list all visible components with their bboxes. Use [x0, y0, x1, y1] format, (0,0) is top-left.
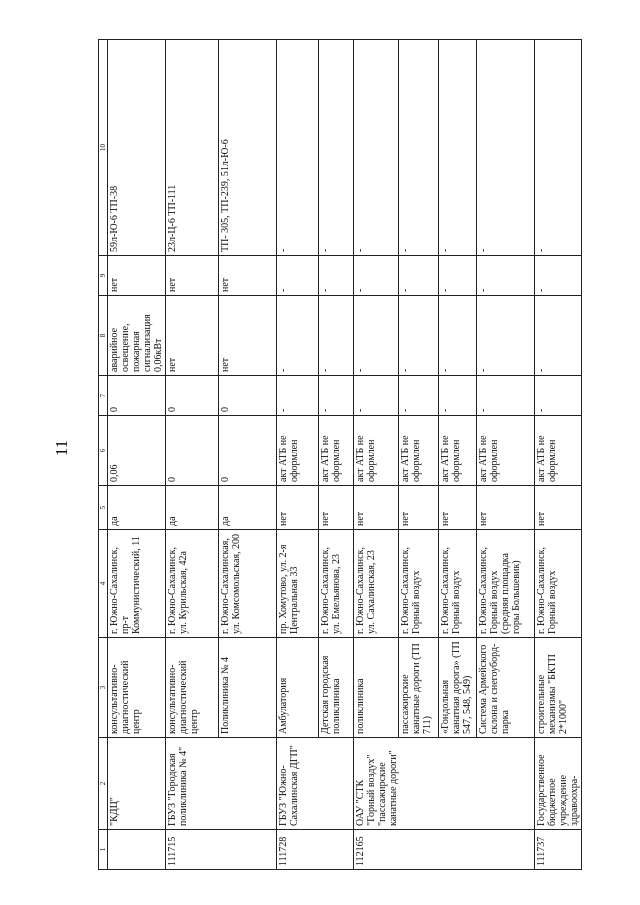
cell-c5: нет: [535, 486, 582, 530]
cell-c8: -: [277, 296, 319, 376]
cell-c7: -: [319, 376, 354, 416]
cell-address: г. Южно-Сахалинск, Горный воздух (средняя площадка горы Большевик): [477, 530, 535, 638]
cell-c9: нет: [166, 256, 219, 296]
cell-c5: нет: [277, 486, 319, 530]
cell-address: г. Южно-Сахалинск, ул. Емельянова, 23: [319, 530, 354, 638]
cell-c10: 59л-Ю-6 ТП-38: [108, 40, 166, 256]
cell-object: консультативно-диагностический центр: [108, 638, 166, 738]
cell-c6: акт АТБ не оформлен: [477, 416, 535, 486]
cell-id: 111737: [535, 830, 582, 870]
cell-c6: 0: [219, 416, 277, 486]
cell-object: Поликлиника № 4: [219, 638, 277, 738]
cell-c6: 0,06: [108, 416, 166, 486]
cell-c10: -: [399, 40, 439, 256]
cell-id: [108, 830, 166, 870]
cell-c10: -: [277, 40, 319, 256]
cell-c8: -: [319, 296, 354, 376]
cell-c9: -: [535, 256, 582, 296]
cell-organization: ОАУ "СТК "Горный воздух" "пассажирские канатные дороги": [354, 738, 535, 830]
cell-c5: да: [166, 486, 219, 530]
cell-organization: ГБУЗ "Южно-Сахалинская ДГП": [277, 738, 354, 830]
cell-c10: 23л-Ц-6 ТП-111: [166, 40, 219, 256]
table-row: [108, 40, 166, 870]
cell-c8: -: [535, 296, 582, 376]
cell-c8: -: [477, 296, 535, 376]
cell-c9: нет: [108, 256, 166, 296]
cell-address: г. Южно-Сахалинск, ул. Сахалинская, 23: [354, 530, 399, 638]
cell-c5: да: [219, 486, 277, 530]
col-num-10: 10: [99, 40, 108, 256]
cell-c7: 0: [166, 376, 219, 416]
cell-c7: 0: [219, 376, 277, 416]
cell-c7: -: [439, 376, 477, 416]
col-num-7: 7: [99, 376, 108, 416]
cell-c9: нет: [219, 256, 277, 296]
cell-address: г. Южно-Сахалинск, ул. Курильская, 42а: [166, 530, 219, 638]
column-number-row: [99, 40, 108, 870]
col-num-6: 6: [99, 416, 108, 486]
cell-c10: -: [477, 40, 535, 256]
cell-c10: -: [535, 40, 582, 256]
cell-c7: -: [277, 376, 319, 416]
cell-object: консультативно-диагностический центр: [166, 638, 219, 738]
cell-address: г. Южно-Сахалинск, Горный воздух: [535, 530, 582, 638]
cell-address: пр. Хомутово, ул. 2-я Центральная 33: [277, 530, 319, 638]
cell-object: поликлиника: [354, 638, 399, 738]
cell-c8: нет: [166, 296, 219, 376]
cell-address: г. Южно-Сахалинск, Горный воздух: [439, 530, 477, 638]
col-num-5: 5: [99, 486, 108, 530]
cell-c10: -: [354, 40, 399, 256]
cell-c9: -: [319, 256, 354, 296]
cell-c8: -: [399, 296, 439, 376]
cell-c8: -: [354, 296, 399, 376]
cell-c9: -: [354, 256, 399, 296]
cell-id: 111728: [277, 830, 354, 870]
cell-object: Амбулатория: [277, 638, 319, 738]
cell-c7: 0: [108, 376, 166, 416]
col-num-4: 4: [99, 530, 108, 638]
cell-c6: 0: [166, 416, 219, 486]
cell-c7: -: [399, 376, 439, 416]
rotated-table-container: [98, 40, 608, 870]
cell-c6: акт АТБ не оформлен: [277, 416, 319, 486]
cell-object: пассажирские канатные дороги (ТП 711): [399, 638, 439, 738]
col-num-2: 2: [99, 738, 108, 830]
cell-c10: ТП- 305, ТП-239, 51л-Ю-6: [219, 40, 277, 256]
page-number: 11: [52, 439, 72, 457]
cell-c7: -: [535, 376, 582, 416]
cell-c6: акт АТБ не оформлен: [399, 416, 439, 486]
cell-c9: -: [277, 256, 319, 296]
consumers-table: [98, 39, 582, 870]
cell-c7: -: [477, 376, 535, 416]
cell-c8: аварийное освещение, пожарная сигнализация 0,06кВт: [108, 296, 166, 376]
cell-id: 112165: [354, 830, 535, 870]
cell-c9: -: [477, 256, 535, 296]
table-row: [535, 40, 582, 870]
cell-c5: нет: [439, 486, 477, 530]
cell-organization: Государственное бюджетное учреждение здравоохра-: [535, 738, 582, 830]
cell-c9: -: [439, 256, 477, 296]
cell-c6: акт АТБ не оформлен: [535, 416, 582, 486]
cell-object: Система Армейского склона и снегоуборд-парка: [477, 638, 535, 738]
table-row: [166, 40, 219, 870]
cell-organization: "КДЦ": [108, 738, 166, 830]
col-num-9: 9: [99, 256, 108, 296]
cell-address: г. Южно-Сахалинск, Горный воздух: [399, 530, 439, 638]
cell-organization: ГБУЗ "Городская поликлиника № 4": [166, 738, 277, 830]
col-num-1: 1: [99, 830, 108, 870]
table-row: [277, 40, 319, 870]
cell-c10: -: [319, 40, 354, 256]
cell-address: г. Южно-Сахалинск, пр-т Коммунистический, 11: [108, 530, 166, 638]
cell-object: «Гондольная канатная дорога» (ТП 547, 548, 549): [439, 638, 477, 738]
cell-id: 111715: [166, 830, 277, 870]
cell-c5: да: [108, 486, 166, 530]
col-num-8: 8: [99, 296, 108, 376]
cell-c6: акт АТБ не оформлен: [354, 416, 399, 486]
cell-c5: нет: [319, 486, 354, 530]
cell-c6: акт АТБ не оформлен: [319, 416, 354, 486]
cell-c8: нет: [219, 296, 277, 376]
col-num-3: 3: [99, 638, 108, 738]
cell-address: г. Южно-Сахалинская, ул. Комсомольская, 200: [219, 530, 277, 638]
cell-object: Детская городская поликлиника: [319, 638, 354, 738]
cell-c5: нет: [354, 486, 399, 530]
cell-c7: -: [354, 376, 399, 416]
cell-c5: нет: [399, 486, 439, 530]
cell-c6: акт АТБ не оформлен: [439, 416, 477, 486]
cell-c9: -: [399, 256, 439, 296]
cell-c10: -: [439, 40, 477, 256]
table-row: [354, 40, 399, 870]
cell-c8: -: [439, 296, 477, 376]
cell-object: строительные механизмы "БКТП 2*1000": [535, 638, 582, 738]
cell-c5: нет: [477, 486, 535, 530]
